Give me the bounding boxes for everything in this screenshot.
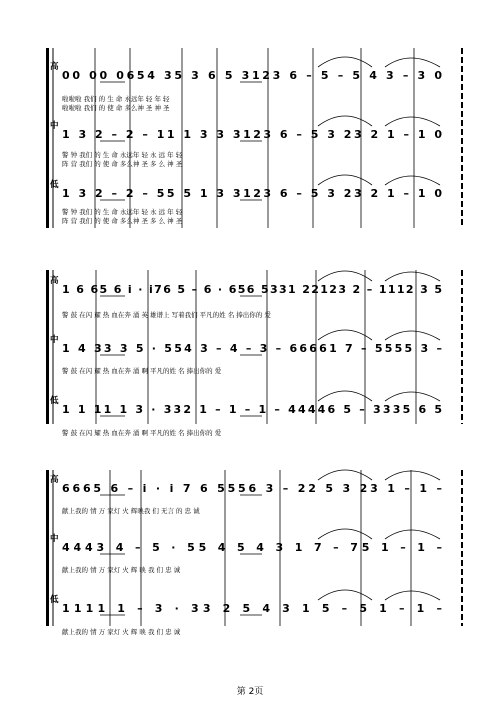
- system-bracket: [46, 470, 49, 626]
- voice-label: 高: [50, 276, 59, 286]
- voice-label: 中: [50, 335, 59, 345]
- notes-line: 00 00 0654 35 3 6 5 3123 6 – 5 – 5 4 3 – 3 0: [62, 69, 443, 82]
- slur: [318, 57, 372, 67]
- slur: [385, 591, 440, 600]
- voice-label: 低: [50, 180, 59, 190]
- lyric-line: 啦啦啦 我们 的 生 命 永远年 轻 年 轻: [62, 95, 170, 103]
- slur: [318, 116, 372, 126]
- system-bracket: [46, 270, 49, 424]
- lyric-line: 献上我的 情 万 家灯 火 辉 映 我 们 忠 诚: [62, 628, 181, 636]
- slur: [385, 530, 440, 539]
- slur: [385, 176, 440, 185]
- lyric-line: 警 鼓 在闪 耀 热 血在奔 涌 啊 平凡的姓 名 捧出你的 爱: [62, 367, 222, 375]
- notes-line: 1 6 65 6 i · i76 5 – 6 · 656 5331 22123 2 – 1112 3 5: [62, 283, 442, 296]
- voice-label: 高: [50, 475, 59, 485]
- page-number: 第 2页: [236, 687, 264, 697]
- voice-label: 中: [50, 534, 59, 544]
- notes-line: 1111 1 – 3 · 33 2 5 4 3 1 5 – 5 1 – 1 –: [62, 602, 443, 615]
- lyric-line: 阵 营 我们 的 使 命 多么神 圣 多 么 神 圣: [62, 160, 183, 168]
- slur: [385, 272, 440, 281]
- system-bracket: [46, 48, 49, 228]
- notes-line: 1 3 2 – 2 – 55 5 1 3 3123 6 – 5 3 23 2 1 – 1 0: [62, 187, 442, 200]
- slur: [318, 391, 372, 401]
- slur: [385, 392, 440, 401]
- lyric-line: 警 钟 我们 的 生 命 永远年 轻 永 远 年 轻: [62, 208, 183, 216]
- lyric-line: 啦啦啦 我们 的 使 命 多么神 圣 神 圣: [62, 104, 170, 112]
- voice-label: 高: [50, 62, 59, 72]
- slur: [318, 271, 372, 281]
- lyric-line: 警 钟 我们 的 生 命 永远年 轻 永 远 年 轻: [62, 151, 183, 159]
- notes-line: 6665 6 – i · i 7 6 5556 3 – 22 5 3 23 1 – 1 –: [62, 482, 443, 495]
- slur: [318, 330, 372, 340]
- notes-line: 4443 4 – 5 · 55 4 5 4 3 1 7 – 75 1 – 1 –: [62, 541, 442, 554]
- slur: [318, 175, 372, 185]
- lyric-line: 阵 营 我们 的 使 命 多么神 圣 多 么 神 圣: [62, 217, 183, 225]
- notes-line: 1 1 11 1 3 · 332 1 – 1 – 1 – 44446 5 – 3335 6 5: [62, 403, 442, 416]
- lyric-line: 警 鼓 在闪 耀 热 血在奔 涌 英 雄谱上 写着我们 平凡的姓 名 捧出你的 爱: [62, 311, 271, 319]
- lyric-line: 献上我的 情 万 家灯 火 辉 映 我 们 忠 诚: [62, 566, 181, 574]
- voice-label: 低: [50, 595, 59, 605]
- slur: [385, 471, 440, 480]
- slur: [318, 470, 372, 480]
- slur: [318, 590, 372, 600]
- slur: [385, 117, 440, 126]
- slur: [318, 529, 372, 539]
- lyric-line: 献上我的 情 万 家灯 火 辉映我 们 无言 的 忠 诚: [62, 507, 200, 515]
- notes-line: 1 3 2 – 2 – 11 1 3 3 3123 6 – 5 3 23 2 1 – 1 0: [62, 128, 442, 141]
- slur: [385, 331, 440, 340]
- voice-label: 中: [50, 121, 59, 131]
- slur: [385, 58, 440, 67]
- lyric-line: 警 鼓 在闪 耀 热 血在奔 涌 啊 平凡的姓 名 捧出你的 爱: [62, 429, 222, 437]
- voice-label: 低: [50, 396, 59, 406]
- notes-line: 1 4 33 3 5 · 554 3 – 4 – 3 – 66661 7 – 5555 3 –: [62, 342, 442, 355]
